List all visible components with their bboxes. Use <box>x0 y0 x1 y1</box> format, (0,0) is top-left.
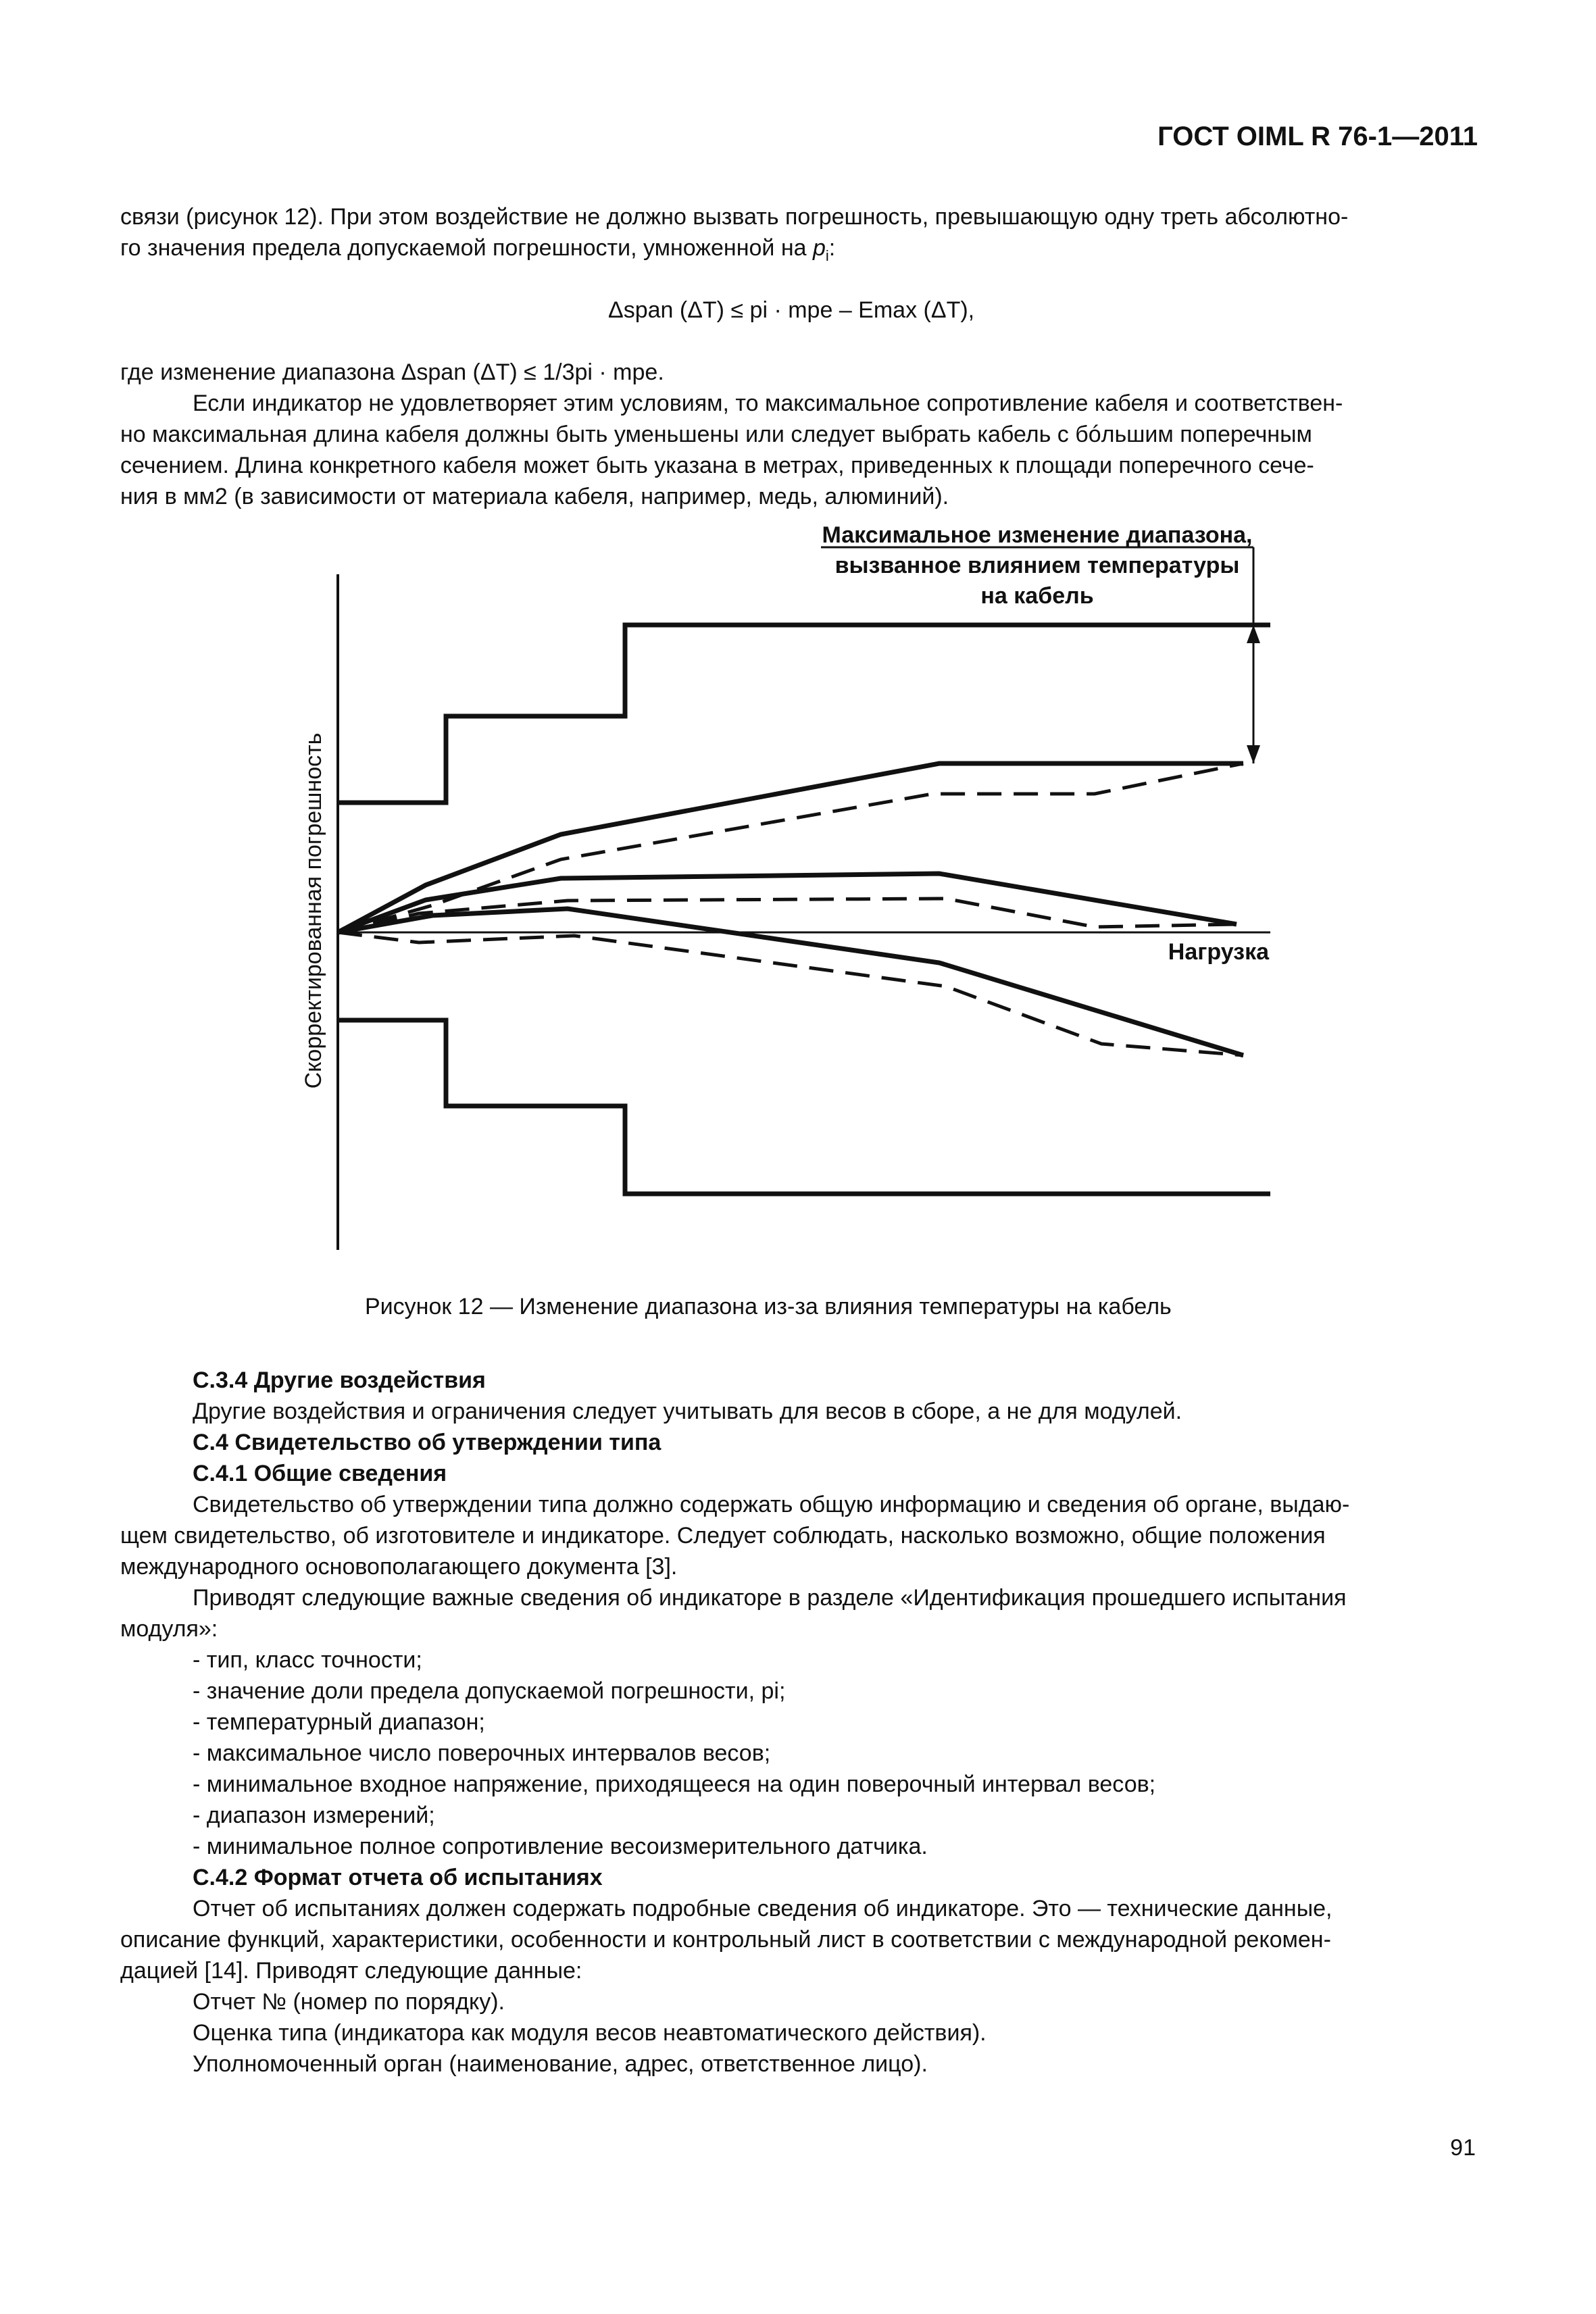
intro-line-2-text: го значения предела допускаемой погрешности, умноженной на <box>120 235 813 261</box>
annotation-line-1: Максимальное изменение диапазона, <box>822 522 1253 548</box>
para1-line-1: Если индикатор не удовлетворяет этим условиям, то максимальное сопротивление кабеля и соответствен- <box>193 391 1343 416</box>
c42-line-3: дацией [14]. Приводят следующие данные: <box>120 1958 582 1984</box>
annotation-line-3: на кабель <box>980 583 1094 609</box>
section-c42-title: С.4.2 Формат отчета об испытаниях <box>193 1865 603 1890</box>
lower-curve-solid <box>338 909 1243 1055</box>
report-line-3: Уполномоченный орган (наименование, адрес, ответственное лицо). <box>193 2051 928 2077</box>
list-item: - диапазон измерений; <box>193 1803 435 1828</box>
intro-p-subscript: i <box>825 247 829 264</box>
list-item: - минимальное входное напряжение, приходящееся на один поверочный интервал весов; <box>193 1771 1156 1797</box>
para1-line-2: но максимальная длина кабеля должны быть уменьшены или следует выбрать кабель с бóльшим поперечным <box>120 422 1312 447</box>
para1-line-4: ния в мм2 (в зависимости от материала кабеля, например, медь, алюминий). <box>120 484 949 509</box>
c41-line-3: международного основополагающего документа [3]. <box>120 1554 678 1580</box>
page-number: 91 <box>1450 2135 1476 2161</box>
c41-line-2: щем свидетельство, об изготовителе и индикаторе. Следует соблюдать, насколько возможно, общие положения <box>120 1523 1326 1549</box>
list-item: - тип, класс точности; <box>193 1647 422 1673</box>
y-axis-label: Скорректированная погрешность <box>301 732 326 1089</box>
c41-line-1: Свидетельство об утверждении типа должно содержать общую информацию и сведения об органе, выдаю- <box>193 1492 1350 1517</box>
list-item: - максимальное число поверочных интервалов весов; <box>193 1740 771 1766</box>
middle-curve-solid <box>338 874 1237 932</box>
intro-colon: : <box>828 235 836 261</box>
report-line-2: Оценка типа (индикатора как модуля весов неавтоматического действия). <box>193 2020 987 2046</box>
c42-line-2: описание функций, характеристики, особенности и контрольный лист в соответствии с международной рекомен- <box>120 1927 1331 1953</box>
c41-para2-line-1: Приводят следующие важные сведения об индикаторе в разделе «Идентификация прошедшего испытания <box>193 1585 1347 1611</box>
c42-line-1: Отчет об испытаниях должен содержать подробные сведения об индикаторе. Это — технические данные, <box>193 1896 1332 1921</box>
c41-para2-line-2: модуля»: <box>120 1616 218 1642</box>
lower-curve-dashed <box>338 932 1243 1055</box>
list-item: - минимальное полное сопротивление весоизмерительного датчика. <box>193 1834 928 1859</box>
section-c41-title: С.4.1 Общие сведения <box>193 1461 447 1486</box>
section-c4-title: С.4 Свидетельство об утверждении типа <box>193 1430 662 1455</box>
intro-p-symbol: p <box>812 235 826 261</box>
upper-curve-dashed <box>338 763 1243 932</box>
upper-curve-solid <box>338 763 1243 932</box>
formula-span: Δspan (ΔT) ≤ pi · mpe – Emax (ΔT), <box>608 297 975 323</box>
para1-line-3: сечением. Длина конкретного кабеля может быть указана в метрах, приведенных к площади поперечного сече- <box>120 453 1314 478</box>
report-line-1: Отчет № (номер по порядку). <box>193 1989 505 2015</box>
document-header: ГОСТ OIML R 76-1—2011 <box>1157 122 1478 151</box>
intro-line-1: связи (рисунок 12). При этом воздействие не должно вызвать погрешность, превышающую одну треть абсолютно- <box>120 204 1349 230</box>
range-arrow-head-bottom <box>1247 745 1260 763</box>
list-item: - значение доли предела допускаемой погрешности, pi; <box>193 1678 786 1704</box>
x-axis-label: Нагрузка <box>1168 939 1269 965</box>
annotation-line-2: вызванное влиянием температуры <box>834 553 1240 578</box>
section-c34-title: С.3.4 Другие воздействия <box>193 1367 486 1393</box>
where-line: где изменение диапазона Δspan (ΔT) ≤ 1/3pi · mpe. <box>120 359 664 385</box>
figure-caption: Рисунок 12 — Изменение диапазона из-за влияния температуры на кабель <box>365 1294 1172 1319</box>
list-item: - температурный диапазон; <box>193 1709 485 1735</box>
section-c34-text: Другие воздействия и ограничения следует учитывать для весов в сборе, а не для модулей. <box>193 1399 1182 1424</box>
upper-limit-line <box>338 625 1270 803</box>
range-arrow-head-top <box>1247 625 1260 643</box>
